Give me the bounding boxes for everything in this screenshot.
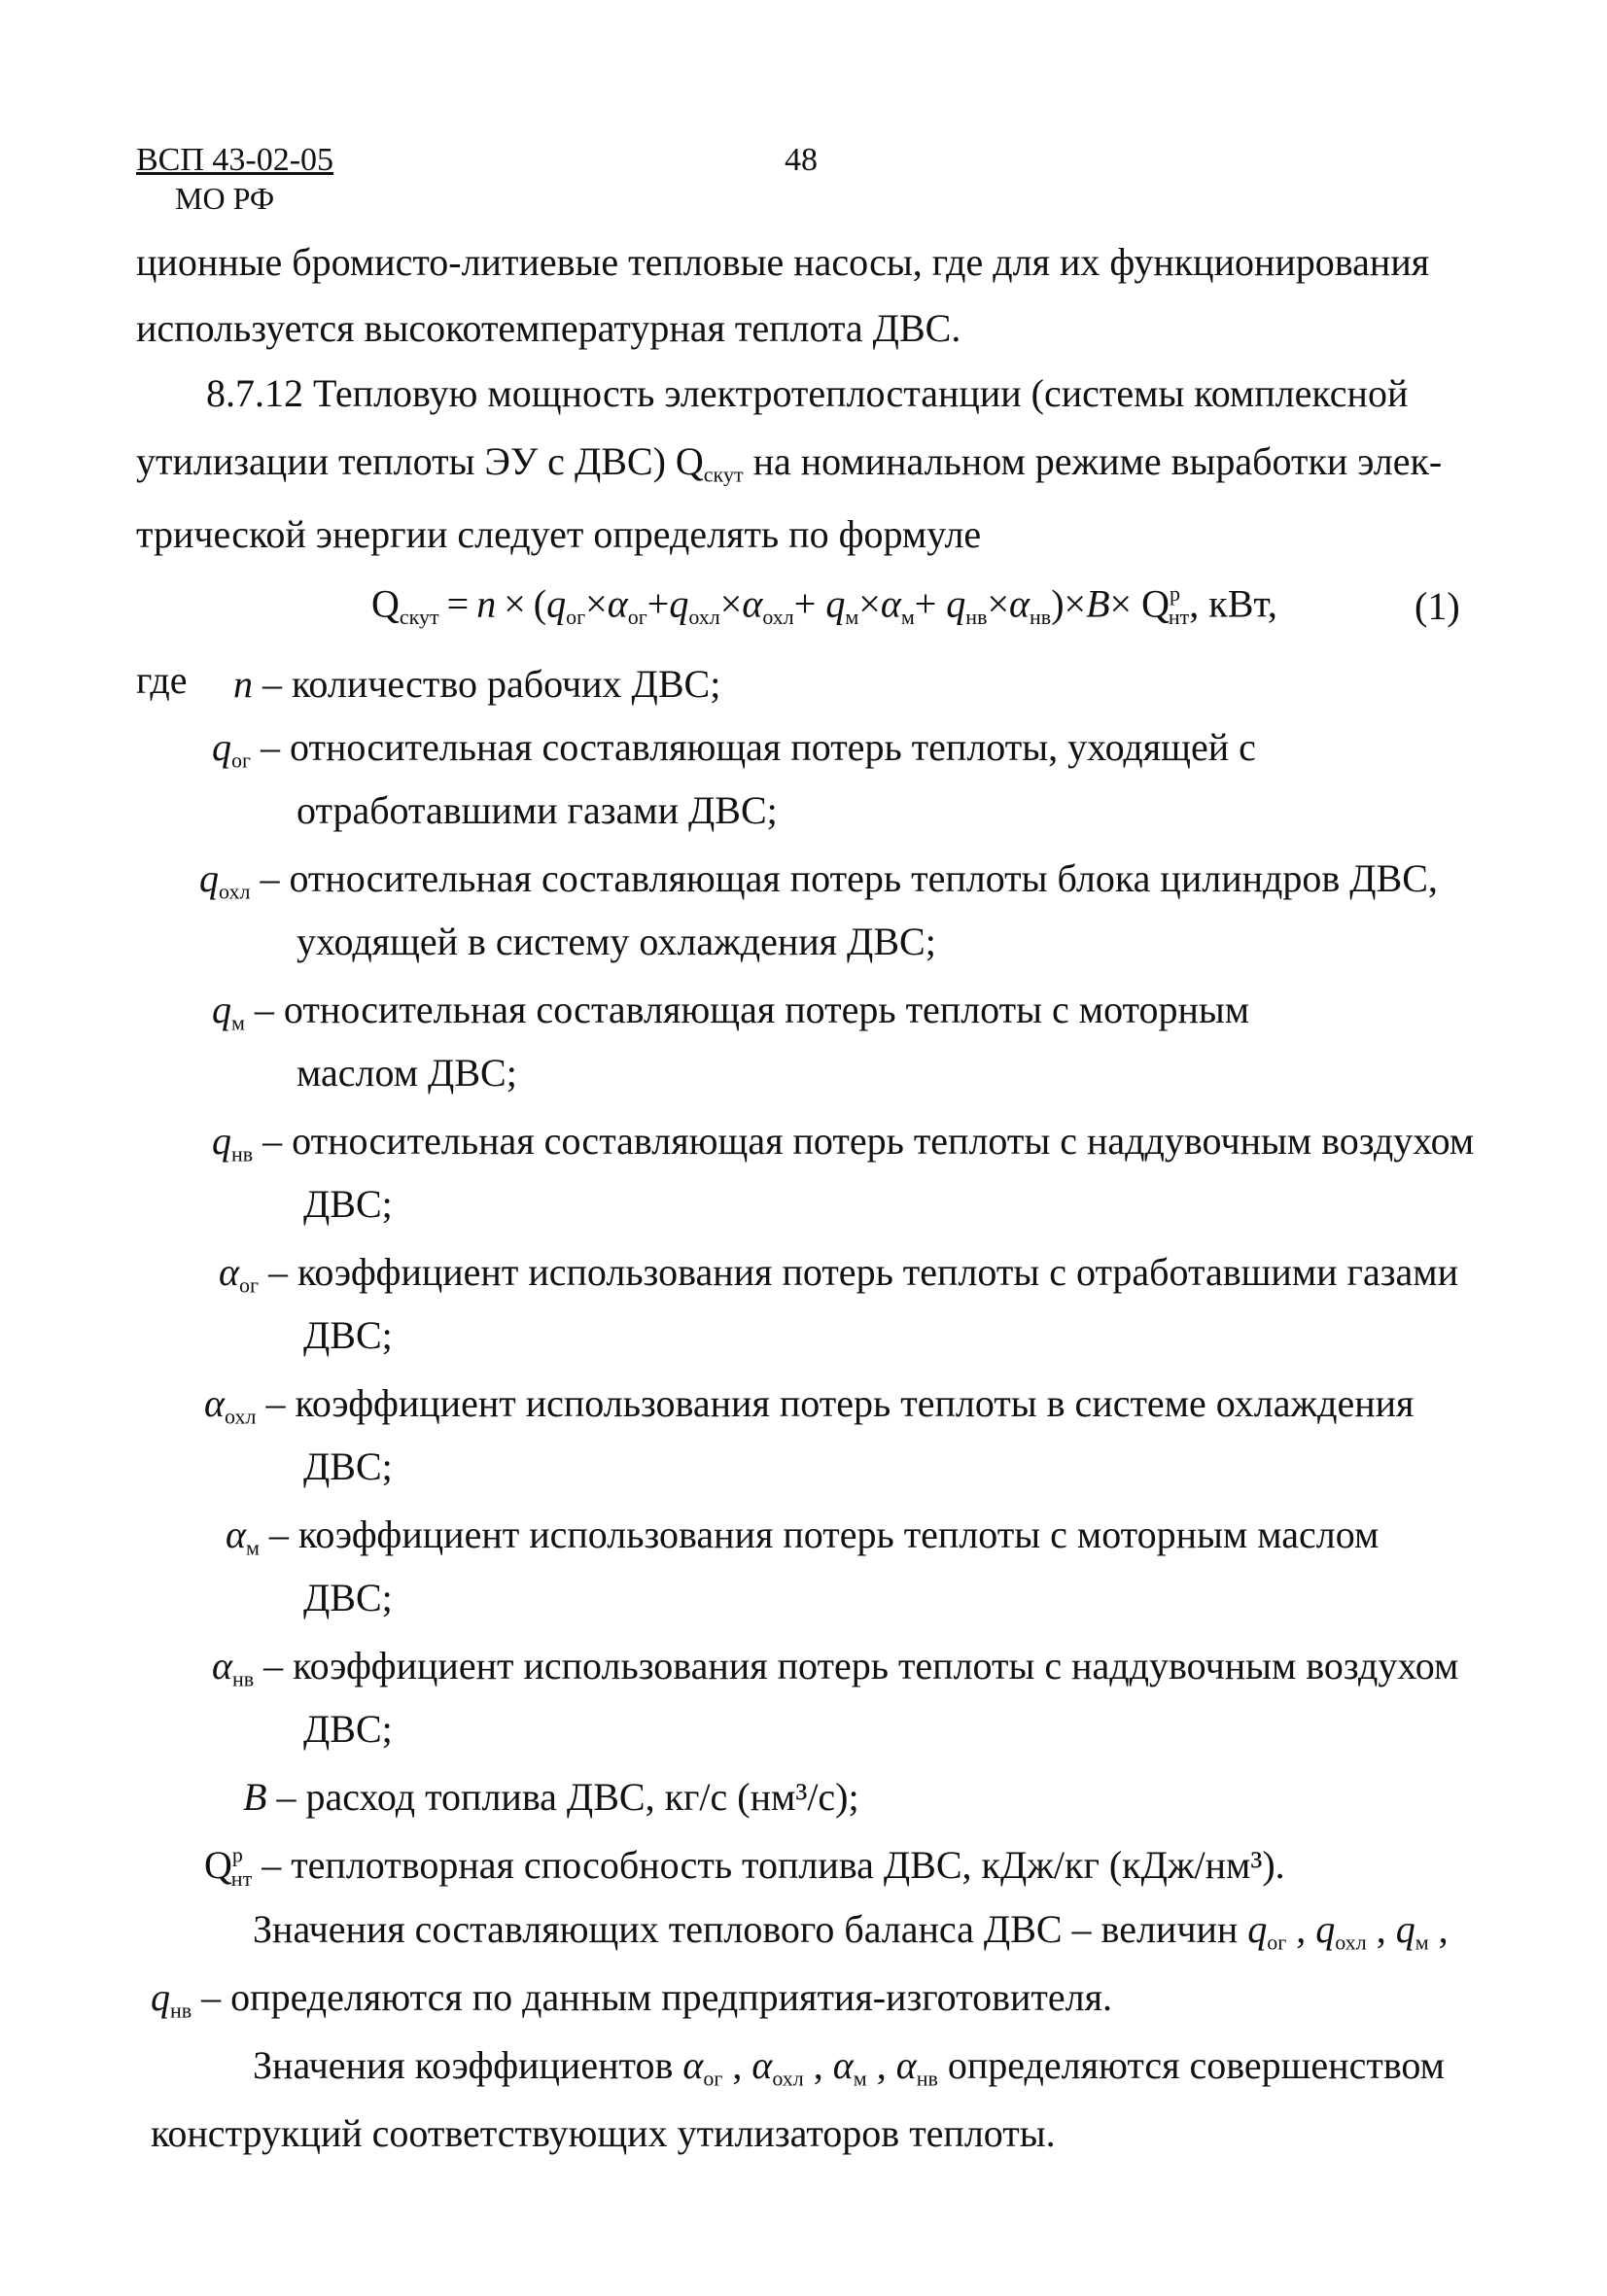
def-alpha-m-cont: ДВС; — [303, 1576, 393, 1619]
def-q-nv-cont: ДВС; — [303, 1182, 393, 1226]
def-q-nt: $Q^р_{нт}$ – теплотворная способность топлива ДВС, кДж/кг (кДж/нм³). — [204, 1842, 1285, 1891]
def-b: B – расход топлива ДВС, кг/с (нм³/с); — [243, 1775, 859, 1819]
def-q-og: $q_{ог}$ – относительная составляющая потерь теплоты, уходящей с — [212, 725, 1256, 773]
def-q-nv: $q_{нв}$ – относительная составляющая потерь теплоты с наддувочным воздухом — [212, 1119, 1475, 1166]
def-q-ohl: $q_{охл}$ – относительная составляющая потерь теплоты блока цилиндров ДВС, — [199, 856, 1438, 904]
def-alpha-ohl-cont: ДВС; — [303, 1444, 393, 1488]
para-8712-line-2: утилизации теплоты ЭУ с ДВС) $Q_{скут}$ на номинальном режиме выработки элек- — [136, 439, 1443, 487]
def-alpha-nv: $\alpha_{нв}$ – коэффициент использования потерь теплоты с наддувочным воздухом — [212, 1644, 1459, 1691]
def-q-og-cont: отработавшими газами ДВС; — [297, 788, 778, 832]
formula-number: (1) — [1415, 584, 1460, 628]
def-q-m-cont: маслом ДВС; — [297, 1051, 517, 1095]
where-label: где — [136, 658, 188, 702]
para-8712-line-1: 8.7.12 Тепловую мощность электротеплостанции (системы комплексной — [206, 371, 1409, 415]
document-code: ВСП 43-02-05 — [136, 142, 334, 178]
def-alpha-nv-cont: ДВС; — [303, 1707, 393, 1751]
def-alpha-ohl: $\alpha_{охл}$ – коэффициент использования потерь теплоты в системе охлаждения — [204, 1381, 1415, 1429]
def-alpha-m: $\alpha_м$ – коэффициент использования потерь теплоты с моторным маслом — [226, 1513, 1380, 1560]
def-q-ohl-cont: уходящей в систему охлаждения ДВС; — [297, 920, 936, 963]
para-balance-line-1: Значения составляющих теплового баланса ДВС – величин $q_{ог}$ , $q_{охл}$ , $q_м$ , — [253, 1907, 1449, 1955]
para-8712-line-3: трической энергии следует определять по формуле — [136, 512, 982, 556]
def-n: n – количество рабочих ДВС; — [233, 662, 721, 706]
page-number: 48 — [785, 142, 818, 178]
para-balance-line-2: $q_{нв}$ – определяются по данным предприятия-изготовителя. — [151, 1975, 1112, 2023]
para-coeffs-line-2: конструкций соответствующих утилизаторов теплоты. — [151, 2111, 1056, 2155]
formula-1: $Q_{скут} = n \times (q_{ог}\times\alpha_{ог}+q_{охл}\times\alpha_{охл}+ q_м\times\alpha_м+ q_{нв}\times\alpha_{нв})\times B\times Q^р_{нт}$, кВт, — [371, 581, 1277, 630]
def-q-m: $q_м$ – относительная составляющая потерь теплоты с моторным — [212, 988, 1250, 1035]
def-alpha-og-cont: ДВС; — [303, 1313, 393, 1357]
def-alpha-og: $\alpha_{ог}$ – коэффициент использования потерь теплоты с отработавшими газами — [219, 1250, 1458, 1298]
intro-line-2: используется высокотемпературная теплота ДВС. — [136, 306, 961, 350]
organization: МО РФ — [175, 181, 275, 216]
para-coeffs-line-1: Значения коэффициентов $\alpha_{ог}$ , $\alpha_{охл}$ , $\alpha_м$ , $\alpha_{нв}$ определяются совершенством — [253, 2043, 1445, 2091]
intro-line-1: ционные бромисто-литиевые тепловые насосы, где для их функционирования — [136, 240, 1430, 284]
